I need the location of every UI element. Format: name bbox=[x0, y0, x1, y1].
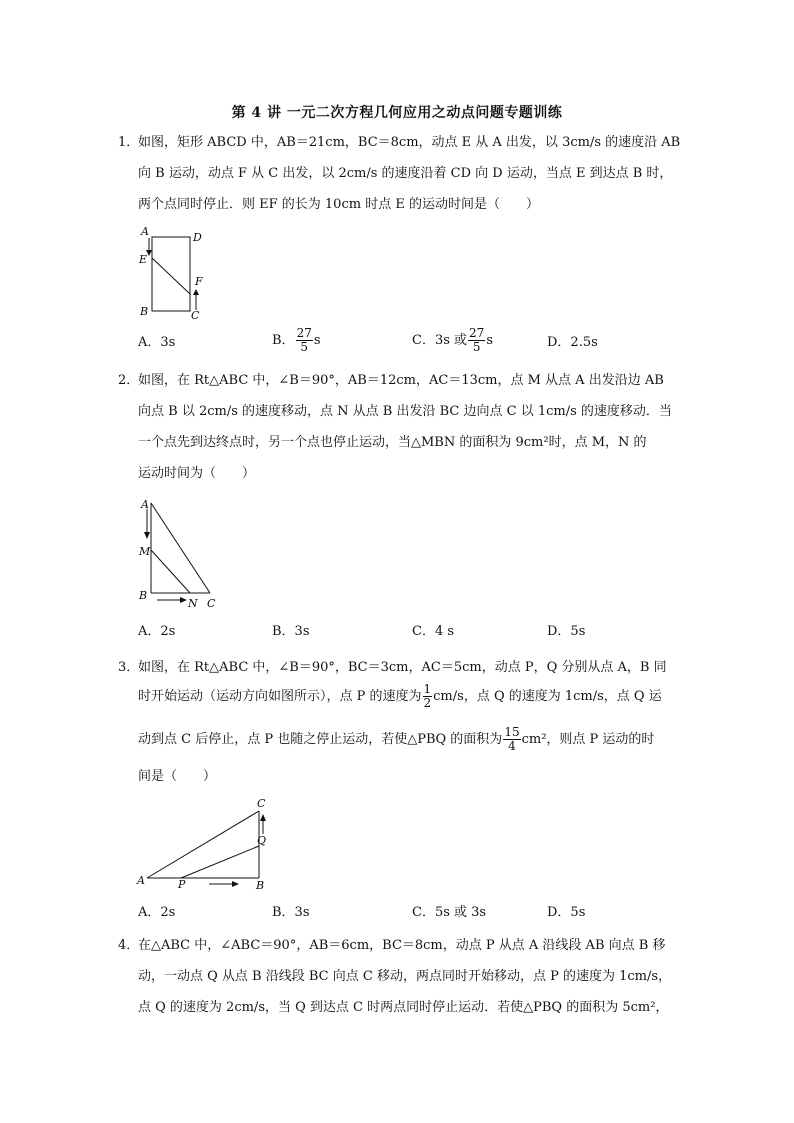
fig2-label-a: A bbox=[141, 498, 149, 511]
question-2-option-d[interactable]: D．5s bbox=[547, 624, 586, 639]
q1-opt-c-unit: s bbox=[486, 333, 493, 348]
q3-line3-suffix: cm²，则点 P 运动的时 bbox=[521, 732, 655, 747]
fig1-label-b: B bbox=[140, 305, 149, 318]
fig2-label-n: N bbox=[188, 597, 198, 610]
q1-opt-c-numerator: 27 bbox=[469, 326, 485, 340]
question-4-line-2: 动，一动点 Q 从点 B 沿线段 BC 向点 C 移动，两点同时开始移动，点 P 的速度为 1cm/s， bbox=[138, 969, 672, 984]
q3-line3-prefix: 动到点 C 后停止，点 P 也随之停止运动，若使△PBQ 的面积为 bbox=[138, 732, 503, 747]
q3-line2-denominator: 2 bbox=[423, 696, 432, 710]
q3-line3-numerator: 15 bbox=[504, 725, 520, 739]
q1-opt-b-prefix: B． bbox=[272, 333, 295, 348]
question-3-line-4: 间是（ ） bbox=[138, 769, 217, 784]
question-1-line-2: 向 B 运动，动点 F 从 C 出发，以 2cm/s 的速度沿着 CD 向 D 运动，当点 E 到达点 B 时， bbox=[138, 166, 673, 181]
question-1-option-b[interactable] bbox=[272, 327, 321, 354]
question-3-option-a[interactable]: A．2s bbox=[138, 905, 176, 920]
q1-opt-b-unit: s bbox=[313, 333, 321, 348]
q1-opt-b-numerator: 27 bbox=[296, 326, 312, 340]
fig1-label-f: F bbox=[195, 275, 203, 288]
fig1-label-c: C bbox=[191, 309, 200, 322]
fig2-label-b: B bbox=[139, 589, 148, 602]
question-2-line-2: 向点 B 以 2cm/s 的速度移动，点 N 从点 B 出发沿 BC 边向点 C 以 1cm/s 的速度移动．当 bbox=[138, 404, 672, 419]
question-2-option-a[interactable]: A．2s bbox=[138, 624, 176, 639]
q1-opt-c-fraction bbox=[468, 327, 485, 354]
q3-line2-prefix: 时开始运动（运动方向如图所示），点 P 的速度为 bbox=[138, 689, 422, 704]
question-3-option-d[interactable]: D．5s bbox=[547, 905, 586, 920]
fig3-label-c: C bbox=[257, 797, 266, 810]
question-3-line-2 bbox=[138, 683, 662, 710]
q3-line3-denominator: 4 bbox=[508, 739, 516, 753]
q1-opt-c-prefix: C．3s 或 bbox=[412, 333, 468, 348]
page-title: 第 4 讲 一元二次方程几何应用之动点问题专题训练 bbox=[231, 105, 563, 121]
question-2-number: 2． bbox=[118, 373, 140, 388]
fig3-label-q: Q bbox=[257, 834, 267, 847]
question-3-figure bbox=[135, 796, 275, 894]
question-3-line-3 bbox=[138, 726, 654, 753]
question-2-option-b[interactable]: B．3s bbox=[272, 624, 310, 639]
question-1-line-3: 两个点同时停止．则 EF 的长为 10cm 时点 E 的运动时间是（ ） bbox=[138, 197, 539, 212]
question-4-line-3: 点 Q 的速度为 2cm/s，当 Q 到达点 C 时两点同时停止运动．若使△PBQ 的面积为 5cm²， bbox=[138, 1000, 669, 1015]
question-1-option-a[interactable]: A．3s bbox=[138, 335, 176, 350]
q1-opt-b-fraction bbox=[296, 327, 313, 354]
fig1-label-a: A bbox=[141, 225, 149, 238]
q3-line3-fraction bbox=[503, 726, 520, 753]
fig2-label-c: C bbox=[207, 597, 216, 610]
question-3-number: 3． bbox=[118, 660, 140, 675]
q3-line2-fraction bbox=[423, 683, 433, 710]
question-3-option-c[interactable]: C．5s 或 3s bbox=[412, 905, 487, 920]
question-4-line-1: 在△ABC 中，∠ABC＝90°，AB＝6cm，BC＝8cm，动点 P 从点 A 沿线段 AB 向点 B 移 bbox=[138, 938, 666, 953]
question-1-number: 1． bbox=[118, 135, 140, 150]
fig3-label-p: P bbox=[178, 878, 186, 891]
fig1-label-d: D bbox=[193, 231, 202, 244]
fig1-label-e: E bbox=[139, 253, 148, 266]
fig3-label-b: B bbox=[256, 879, 265, 892]
q1-opt-c-denominator: 5 bbox=[472, 340, 481, 354]
question-2-figure bbox=[135, 495, 230, 615]
question-2-line-3: 一个点先到达终点时，另一个点也停止运动，当△MBN 的面积为 9cm²时，点 M，N 的 bbox=[138, 435, 647, 450]
question-2-line-4: 运动时间为（ ） bbox=[138, 466, 256, 481]
question-2-line-1: 如图，在 Rt△ABC 中，∠B＝90°，AB＝12cm，AC＝13cm，点 M 从点 A 出发沿边 AB bbox=[138, 373, 664, 388]
q1-opt-b-denominator: 5 bbox=[300, 340, 309, 354]
fig3-label-a: A bbox=[137, 874, 145, 887]
question-1-line-1: 如图，矩形 ABCD 中，AB＝21cm，BC＝8cm，动点 E 从 A 出发，以 3cm/s 的速度沿 AB bbox=[138, 135, 681, 150]
question-1-option-c[interactable] bbox=[412, 327, 493, 354]
q3-line2-numerator: 1 bbox=[423, 682, 432, 696]
question-1-option-d[interactable]: D．2.5s bbox=[547, 335, 598, 350]
fig2-label-m: M bbox=[139, 545, 151, 558]
q3-line2-suffix: cm/s，点 Q 的速度为 1cm/s，点 Q 运 bbox=[433, 689, 662, 704]
question-3-option-b[interactable]: B．3s bbox=[272, 905, 310, 920]
question-2-option-c[interactable]: C．4 s bbox=[412, 624, 455, 639]
question-1-figure bbox=[135, 226, 215, 321]
question-3-line-1: 如图，在 Rt△ABC 中，∠B＝90°，BC＝3cm，AC＝5cm，动点 P，Q 分别从点 A，B 同 bbox=[138, 660, 667, 675]
question-4-number: 4． bbox=[118, 938, 140, 953]
